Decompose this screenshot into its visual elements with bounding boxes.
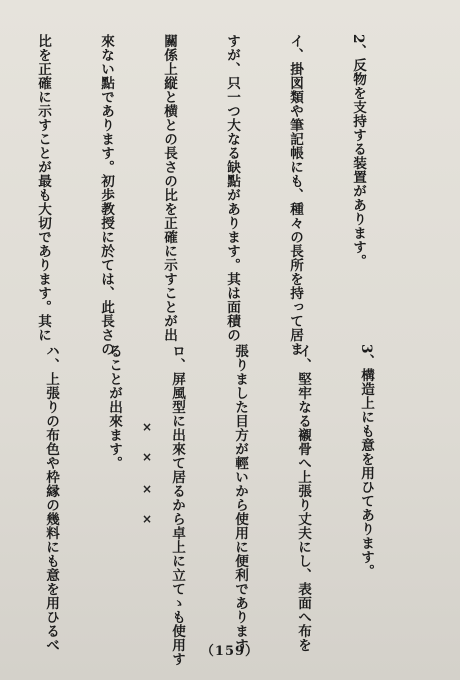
text-line: イ、堅牢なる襯骨へ上張り丈夫にし、表面へ布を [295,344,311,652]
text-line: 張りました目方が輕いから使用に便利であります [232,344,248,652]
separator-mark: × [142,450,153,464]
text-line: 比を正確に示すことが最も大切であります。其に [35,34,51,342]
text-line: ロ、屏風型に出來て居るから卓上に立てゝも使用す [169,344,185,666]
section-separator-marks [140,420,184,530]
separator-mark: × [142,512,153,526]
separator-mark: × [142,420,153,434]
page-number: （159） [200,644,260,659]
text-line: 2、反物を支持する装置があります。 [350,34,366,268]
text-line: イ、掛図類や筆記帳にも、種々の長所を持って居ま [287,34,303,356]
separator-mark: × [142,482,153,496]
text-line: 來ない點であります。初歩教授に於ては、此長さの [98,34,114,356]
text-line: ることが出來ます。 [106,344,122,470]
text-line: 關係上縦と横との長さの比を正確に示すことが出 [161,34,177,342]
text-line: ハ、上張りの布色や枠縁の幾料にも意を用ひるべ [43,344,59,652]
upper-section-text [0,34,410,356]
text-line: すが、只一つ大なる缺點があります。其は面積の [224,34,240,342]
text-line: 3、構造上にも意を用ひてあります。 [358,344,374,578]
